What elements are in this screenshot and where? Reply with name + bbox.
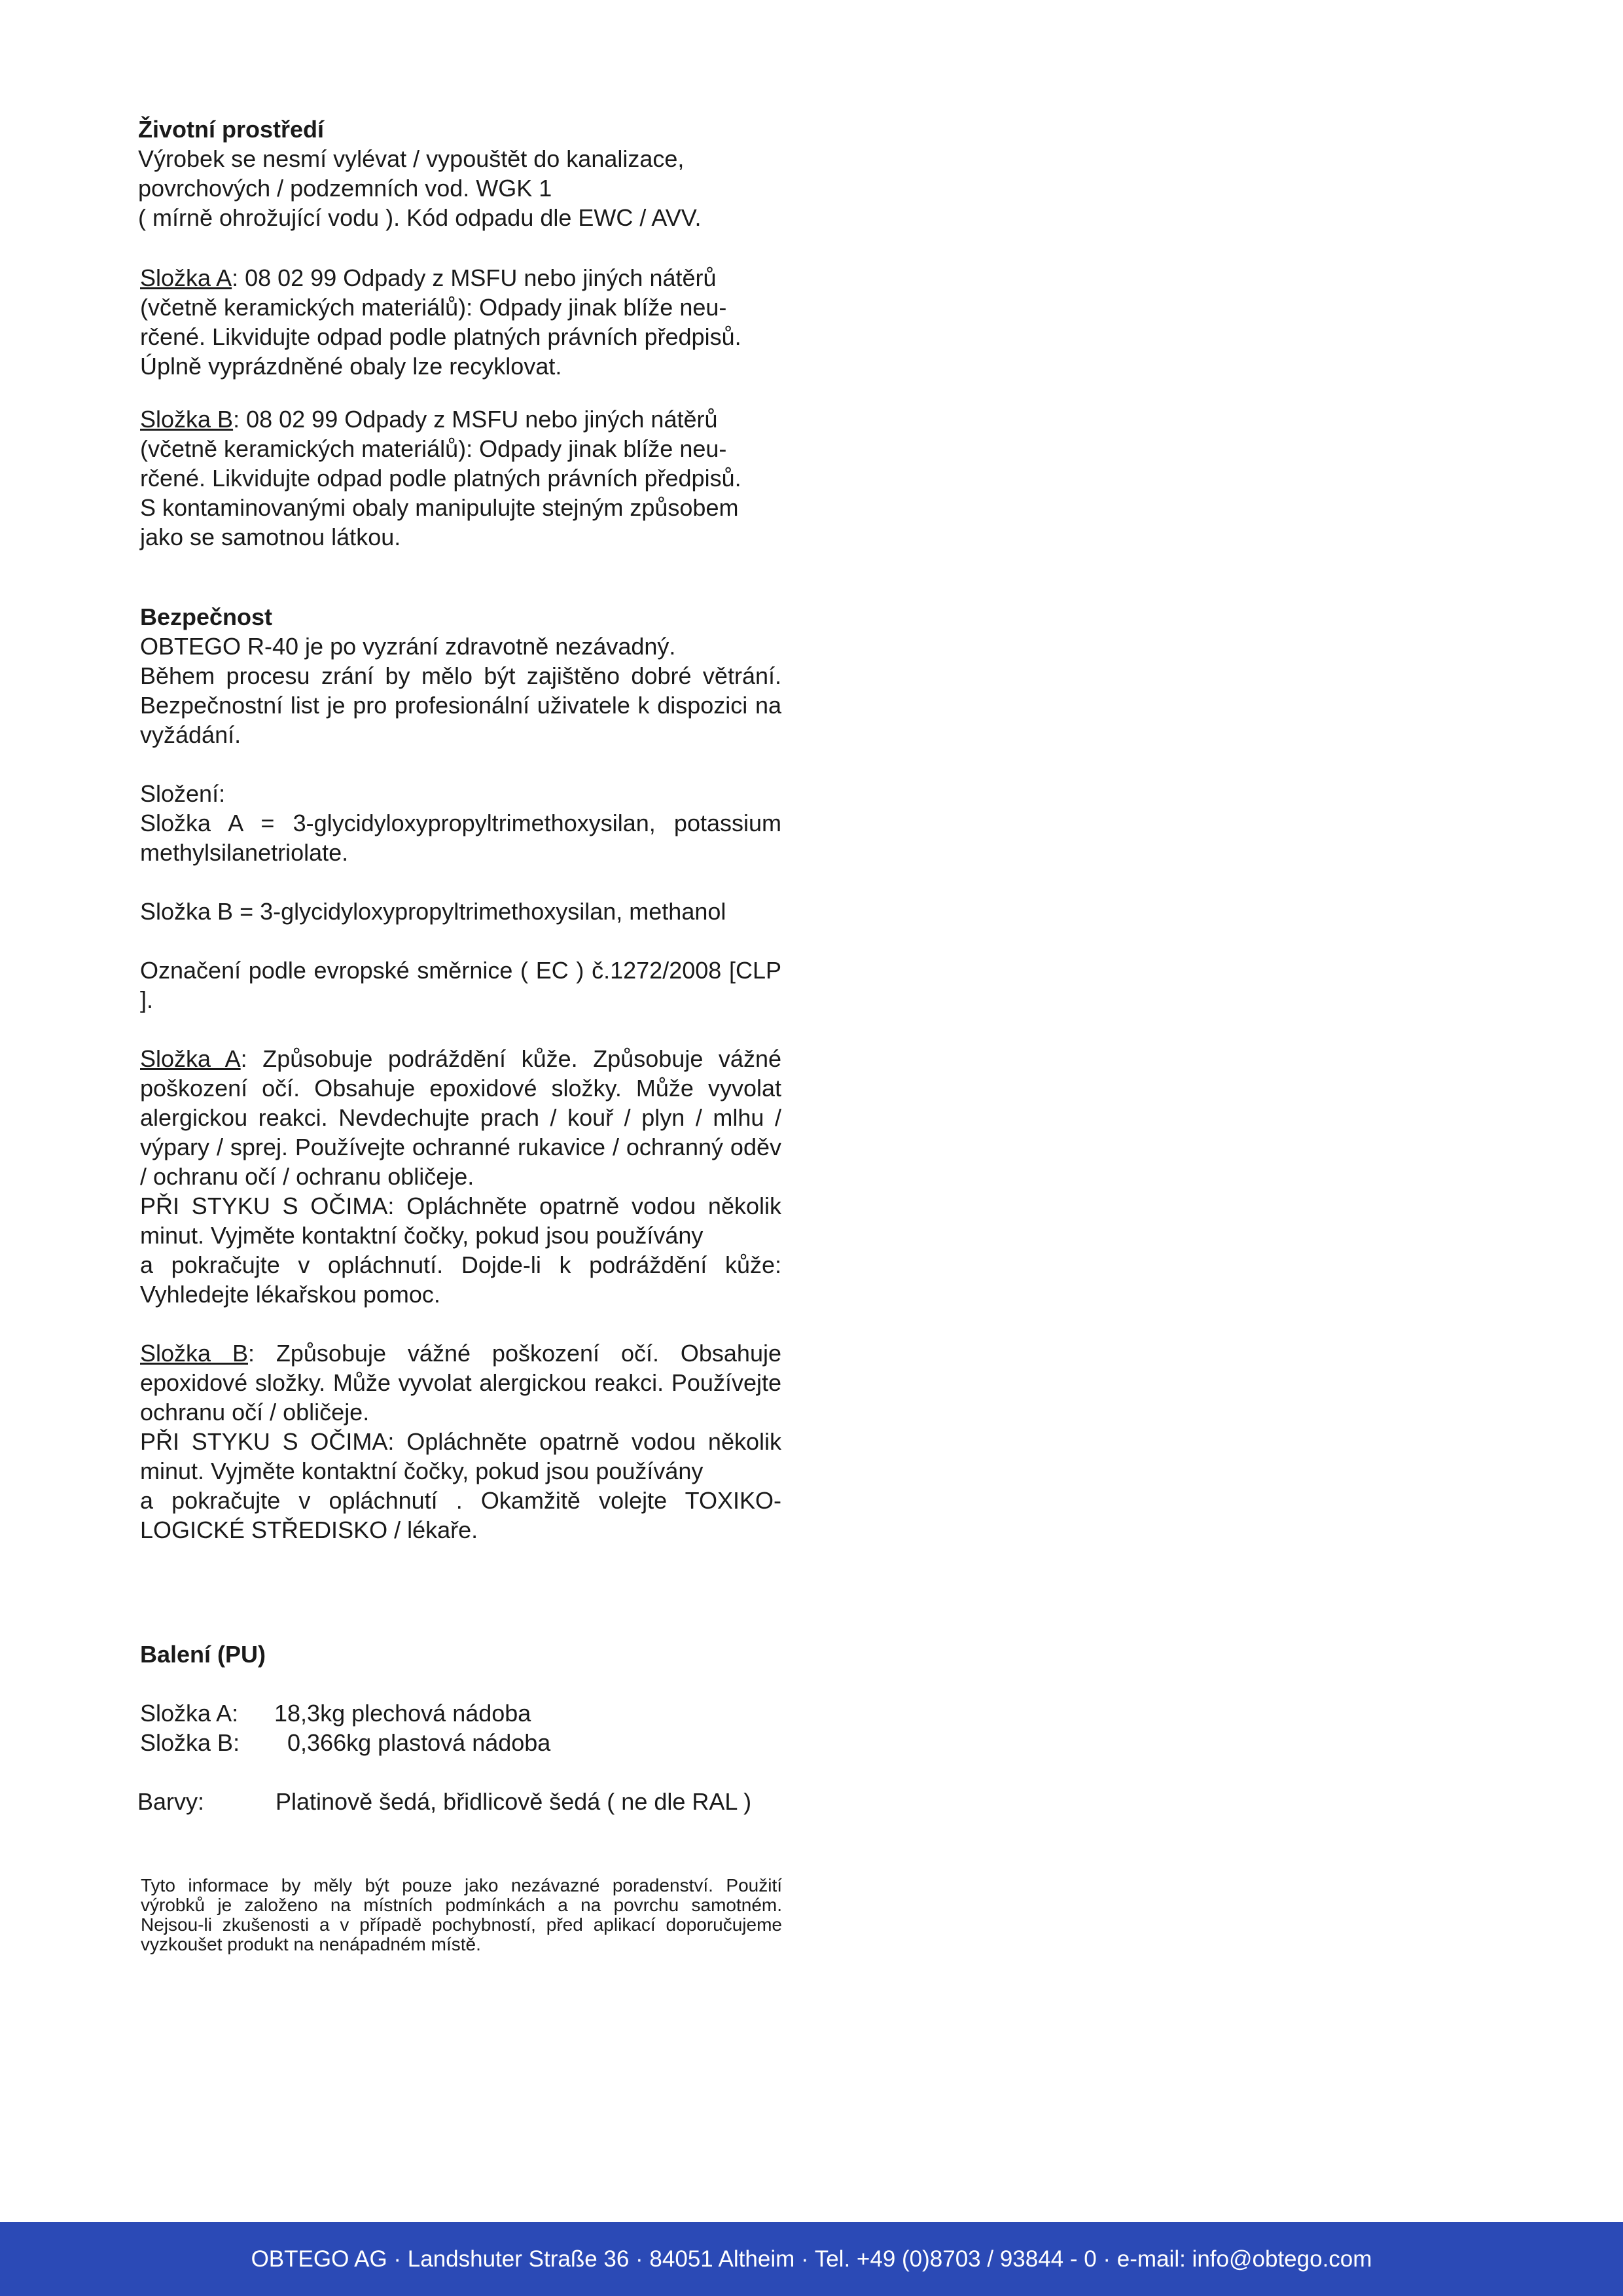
component-a-label: Složka A xyxy=(140,264,232,291)
hazard-a-text: : Způsobuje podráždění kůže. Způsobuje vážné poškození očí. Obsahuje epoxidové složky. Může vyvolat alergickou reakci. Nevdechujte prach / kouř / plyn / mlhu / výpary / sprej. Používejte ochranné rukavice / ochranný oděv / ochranu očí / ochranu obličeje. xyxy=(140,1045,781,1190)
waste-b-line: S kontaminovanými obaly manipulujte stejným způsobem xyxy=(140,494,739,521)
environment-section xyxy=(138,115,782,232)
colors-row xyxy=(137,1787,784,1816)
packaging-heading: Balení (PU) xyxy=(140,1641,266,1668)
composition-b: Složka B = 3-glycidyloxypropyltrimethoxysilan, methanol xyxy=(140,898,726,925)
composition-heading: Složení: xyxy=(140,780,226,807)
footer-contact: OBTEGO AG · Landshuter Straße 36 · 84051 Altheim · Tel. +49 (0)8703 / 93844 - 0 · e-mail: info@obtego.com xyxy=(251,2246,1372,2272)
waste-a-line: (včetně keramických materiálů): Odpady jinak blíže neu- xyxy=(140,294,727,321)
regulation-text: Označení podle evropské směrnice ( EC ) č.1272/2008 [CLP ]. xyxy=(140,957,781,1013)
safety-statement: OBTEGO R-40 je po vyzrání zdravotně nezávadný. xyxy=(140,633,676,660)
waste-a-line: rčené. Likvidujte odpad podle platných právních předpisů. xyxy=(140,323,741,350)
environment-line: Výrobek se nesmí vylévat / vypouštět do kanalizace, xyxy=(138,145,685,172)
safety-paragraph: Během procesu zrání by mělo být zajištěno dobré větrání. Bezpečnostní list je pro profesionální uživatele k dispozici na vyžádání. xyxy=(140,662,781,748)
waste-b-line: rčené. Likvidujte odpad podle platných právních předpisů. xyxy=(140,465,741,492)
packaging-section xyxy=(137,1640,784,1816)
waste-a-line-1 xyxy=(140,263,784,293)
hazard-b-text: : Způsobuje vážné poškození očí. Obsahuje epoxidové složky. Může vyvolat alergickou reakci. Používejte ochranu očí / obličeje. xyxy=(140,1340,781,1426)
environment-line: ( mírně ohrožující vodu ). Kód odpadu dle EWC / AVV. xyxy=(138,204,702,231)
colors-value: Platinově šedá, břidlicově šedá ( ne dle RAL ) xyxy=(276,1788,752,1815)
component-b-label: Složka B xyxy=(140,406,234,433)
safety-section xyxy=(140,602,781,1545)
packaging-b-label: Složka B: xyxy=(140,1729,240,1756)
hazard-b-statement xyxy=(140,1338,781,1427)
hazard-a-eyes: PŘI STYKU S OČIMA: Opláchněte opatrně vodou několik minut. Vyjměte kontaktní čočky, pokud jsou používány xyxy=(140,1193,781,1249)
packaging-row-b xyxy=(140,1728,784,1757)
hazard-a-label: Složka A xyxy=(140,1045,241,1072)
waste-a-line: Úplně vyprázdněné obaly lze recyklovat. xyxy=(140,353,562,380)
packaging-a-value: 18,3kg plechová nádoba xyxy=(274,1700,531,1727)
composition-a: Složka A = 3-glycidyloxypropyltrimethoxysilan, potassium methylsilanetriolate. xyxy=(140,810,781,866)
hazard-b-label: Složka B xyxy=(140,1340,248,1367)
hazard-a-statement xyxy=(140,1044,781,1191)
packaging-b-value: 0,366kg plastová nádoba xyxy=(287,1729,551,1756)
hazard-b-continue: a pokračujte v opláchnutí . Okamžitě volejte TOXIKO-LOGICKÉ STŘEDISKO / lékaře. xyxy=(140,1487,781,1543)
packaging-row-a xyxy=(140,1698,784,1728)
packaging-a-label: Složka A: xyxy=(140,1700,239,1727)
waste-component-b xyxy=(140,404,784,552)
waste-a-text: : 08 02 99 Odpady z MSFU nebo jiných nátěrů xyxy=(232,264,717,291)
safety-heading: Bezpečnost xyxy=(140,603,273,630)
environment-line: povrchových / podzemních vod. WGK 1 xyxy=(138,175,552,202)
waste-component-a xyxy=(140,263,784,381)
colors-label: Barvy: xyxy=(137,1788,205,1815)
environment-heading: Životní prostředí xyxy=(138,116,325,143)
waste-b-line: jako se samotnou látkou. xyxy=(140,524,401,550)
hazard-b-eyes: PŘI STYKU S OČIMA: Opláchněte opatrně vodou několik minut. Vyjměte kontaktní čočky, pokud jsou používány xyxy=(140,1428,781,1484)
hazard-a-continue: a pokračujte v opláchnutí. Dojde-li k podráždění kůže: Vyhledejte lékařskou pomoc. xyxy=(140,1251,781,1308)
footer-bar xyxy=(0,2222,1623,2296)
waste-b-text: : 08 02 99 Odpady z MSFU nebo jiných nátěrů xyxy=(233,406,718,433)
waste-b-line: (včetně keramických materiálů): Odpady jinak blíže neu- xyxy=(140,435,727,462)
waste-b-line-1 xyxy=(140,404,784,434)
disclaimer: Tyto informace by měly být pouze jako nezávazné poradenství. Použití výrobků je založeno na místních podmínkách a na povrchu samotném. Nejsou-li zkušenosti a v případě pochybností, před aplikací doporučujeme vyzkoušet produkt na nenápadném místě. xyxy=(141,1875,782,1954)
